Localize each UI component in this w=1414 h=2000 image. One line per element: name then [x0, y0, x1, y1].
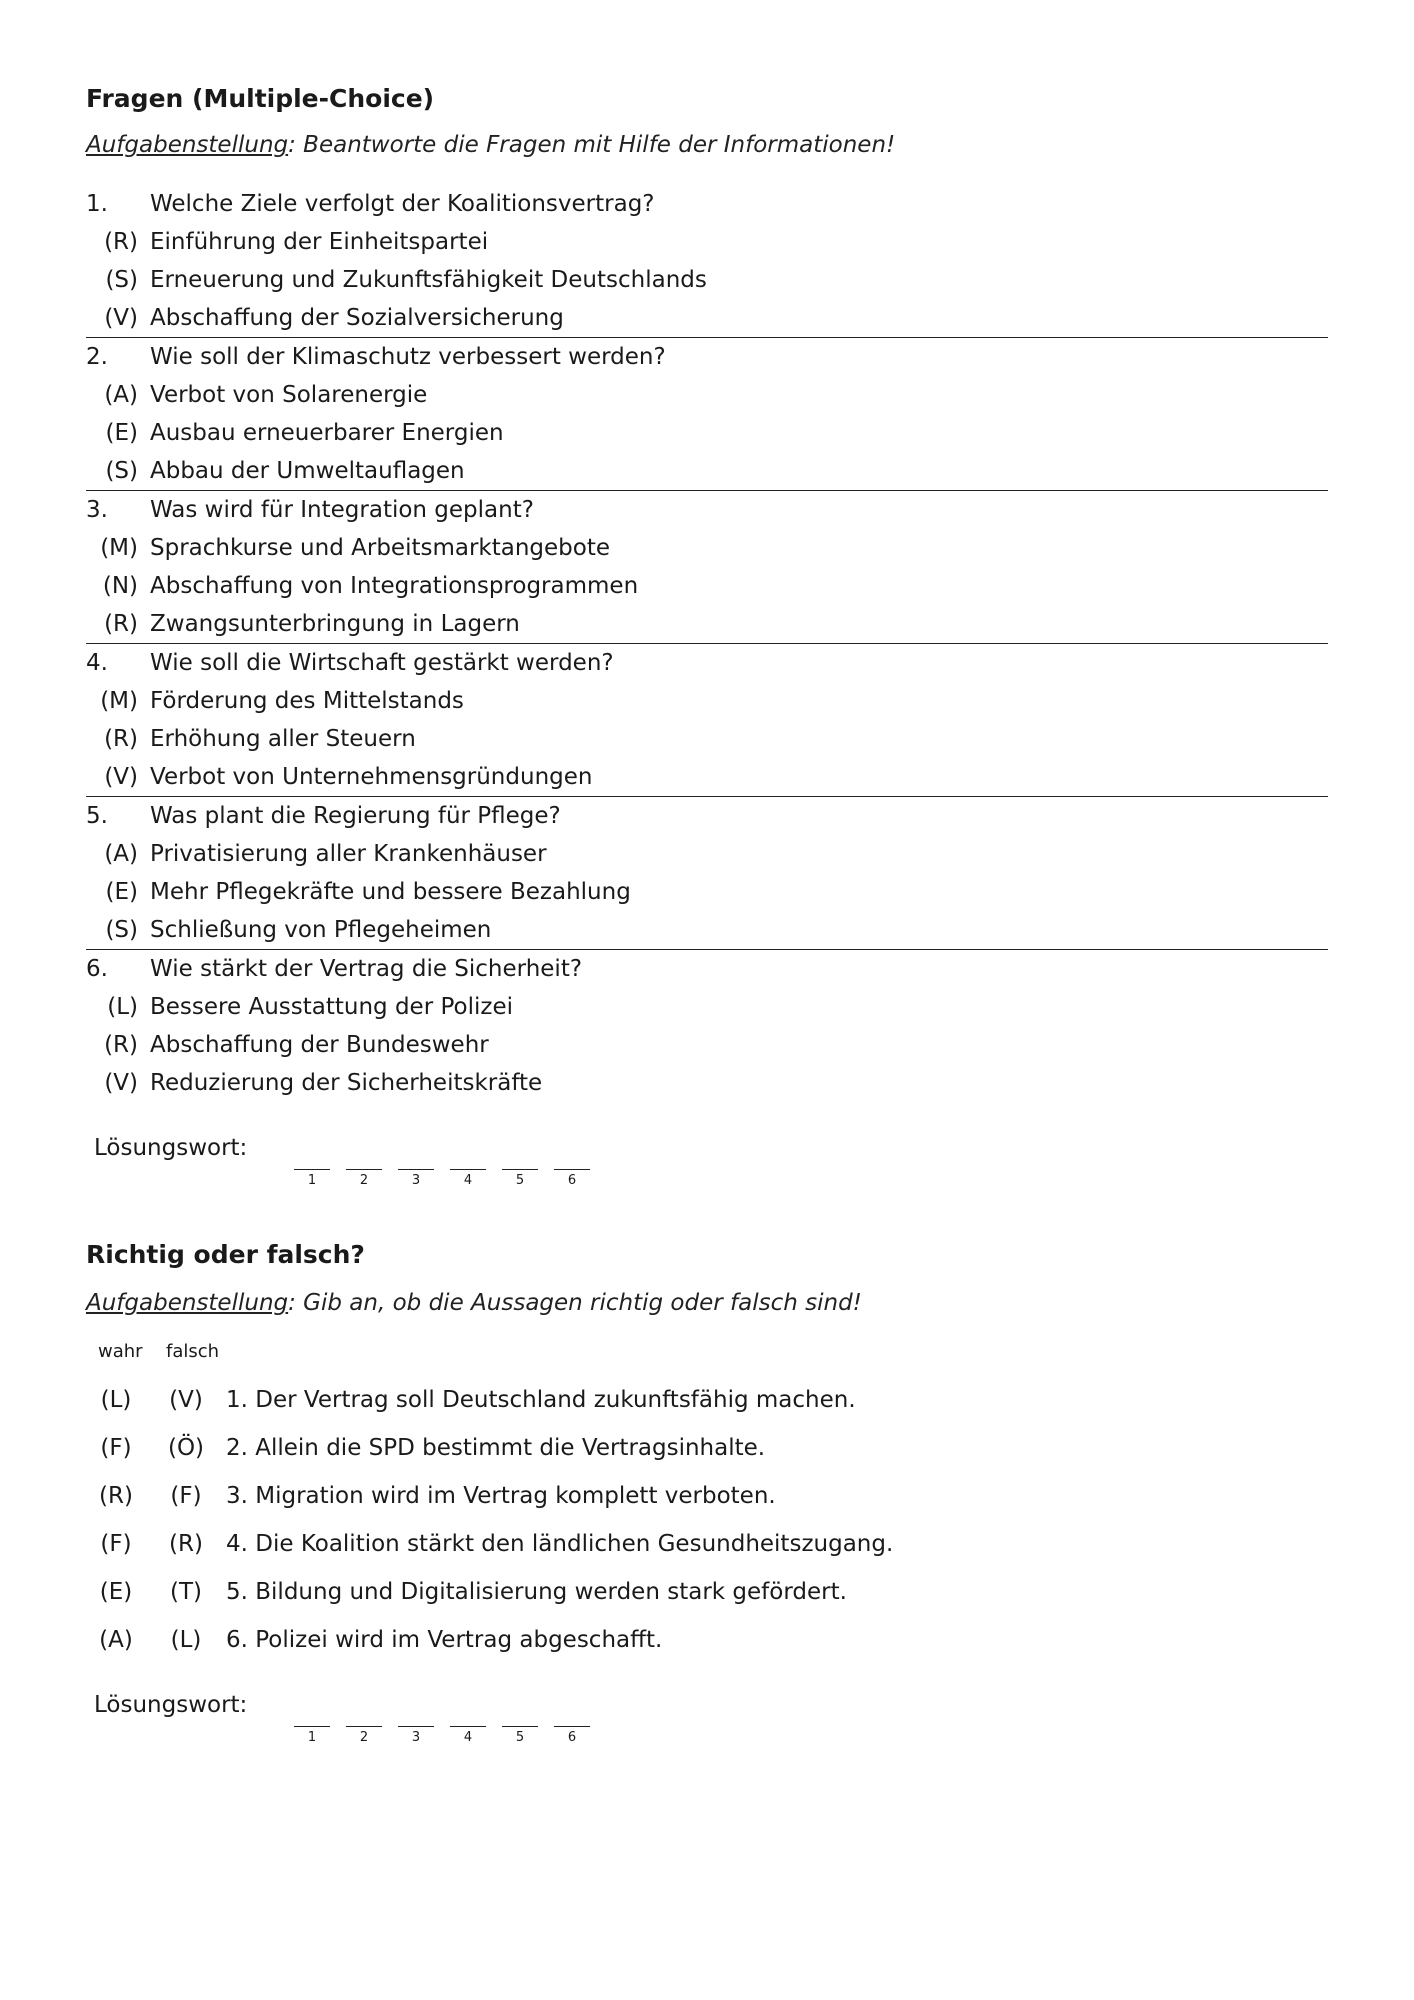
option-row: [86, 567, 1328, 605]
blank-number: 3: [411, 1730, 421, 1745]
tf-instruction-text: : Gib an, ob die Aussagen richtig oder falsch sind!: [288, 1290, 862, 1316]
question-text: Was wird für Integration geplant?: [150, 497, 534, 523]
true-option: (F): [100, 1435, 132, 1461]
question-block: [86, 797, 1328, 950]
solution-blank[interactable]: [502, 1145, 538, 1170]
option-letter: (E): [105, 420, 138, 446]
option-letter: (R): [104, 1032, 138, 1058]
statement-row: [86, 1524, 1186, 1564]
solution-blank[interactable]: [450, 1702, 486, 1727]
solution-blank[interactable]: [450, 1145, 486, 1170]
mc-instruction: [86, 132, 895, 158]
tf-section-title: Richtig oder falsch?: [86, 1240, 365, 1269]
option-text: Erhöhung aller Steuern: [150, 726, 416, 752]
mc-section-title: Fragen (Multiple-Choice): [86, 84, 435, 113]
option-letter: (L): [107, 994, 138, 1020]
question-text: Was plant die Regierung für Pflege?: [150, 803, 561, 829]
option-row: [86, 529, 1328, 567]
option-letter: (N): [102, 573, 138, 599]
statement-text: 6. Polizei wird im Vertrag abgeschafft.: [226, 1627, 663, 1653]
tf-instruction-label: Aufgabenstellung: [86, 1290, 289, 1316]
false-option: (Ö): [167, 1435, 205, 1461]
question-row: [86, 185, 1328, 223]
false-option: (F): [170, 1483, 202, 1509]
solution-blank[interactable]: [554, 1145, 590, 1170]
option-text: Privatisierung aller Krankenhäuser: [150, 841, 547, 867]
solution-blank[interactable]: [554, 1702, 590, 1727]
option-text: Abschaffung der Sozialversicherung: [150, 305, 564, 331]
question-text: Wie stärkt der Vertrag die Sicherheit?: [150, 956, 583, 982]
solution-blank[interactable]: [502, 1702, 538, 1727]
statement-text: 2. Allein die SPD bestimmt die Vertragsinhalte.: [226, 1435, 766, 1461]
true-option: (L): [100, 1387, 132, 1413]
blank-number: 4: [463, 1730, 473, 1745]
blank-number: 6: [567, 1730, 577, 1745]
option-text: Erneuerung und Zukunftsfähigkeit Deutschlands: [150, 267, 707, 293]
question-number: 3.: [86, 497, 108, 523]
question-text: Welche Ziele verfolgt der Koalitionsvertrag?: [150, 191, 655, 217]
option-letter: (A): [104, 841, 138, 867]
question-block: [86, 491, 1328, 644]
question-block: [86, 950, 1328, 1102]
question-text: Wie soll die Wirtschaft gestärkt werden?: [150, 650, 614, 676]
option-letter: (E): [105, 879, 138, 905]
mc-instruction-label: Aufgabenstellung: [86, 132, 289, 158]
question-number: 4.: [86, 650, 108, 676]
question-number: 5.: [86, 803, 108, 829]
question-number: 1.: [86, 191, 108, 217]
option-text: Einführung der Einheitspartei: [150, 229, 489, 255]
option-row: [86, 1026, 1328, 1064]
blank-number: 4: [463, 1173, 473, 1188]
solution-blank[interactable]: [398, 1702, 434, 1727]
statement-row: [86, 1380, 1186, 1420]
statement-row: [86, 1620, 1186, 1660]
option-row: [86, 452, 1328, 490]
false-option: (T): [170, 1579, 202, 1605]
true-option: (R): [99, 1483, 133, 1509]
option-row: [86, 835, 1328, 873]
question-number: 2.: [86, 344, 108, 370]
option-text: Sprachkurse und Arbeitsmarktangebote: [150, 535, 611, 561]
solution-blanks: [294, 1702, 614, 1745]
tf-instruction: [86, 1290, 862, 1316]
option-letter: (S): [105, 267, 138, 293]
option-text: Bessere Ausstattung der Polizei: [150, 994, 513, 1020]
blank-number: 6: [567, 1173, 577, 1188]
blank-number: 2: [359, 1173, 369, 1188]
statement-row: [86, 1428, 1186, 1468]
true-option: (E): [99, 1579, 133, 1605]
statement-row: [86, 1476, 1186, 1516]
blank-number: 5: [515, 1730, 525, 1745]
statement-text: 3. Migration wird im Vertrag komplett verboten.: [226, 1483, 776, 1509]
statement-text: 1. Der Vertrag soll Deutschland zukunftsfähig machen.: [226, 1387, 856, 1413]
false-option: (R): [169, 1531, 203, 1557]
option-letter: (V): [104, 764, 138, 790]
column-header-true: wahr: [98, 1341, 143, 1362]
solution-label: Lösungswort:: [94, 1135, 248, 1161]
solution-blank[interactable]: [398, 1145, 434, 1170]
question-number: 6.: [86, 956, 108, 982]
option-text: Abbau der Umweltauflagen: [150, 458, 465, 484]
option-row: [86, 605, 1328, 643]
option-row: [86, 988, 1328, 1026]
option-letter: (A): [104, 382, 138, 408]
tf-solution-word: [94, 1692, 577, 1745]
false-option: (L): [170, 1627, 202, 1653]
option-text: Verbot von Solarenergie: [150, 382, 428, 408]
blank-number: 1: [307, 1173, 317, 1188]
blank-number: 5: [515, 1173, 525, 1188]
question-block: [86, 185, 1328, 338]
statement-row: [86, 1572, 1186, 1612]
solution-blank[interactable]: [294, 1702, 330, 1727]
solution-blank[interactable]: [294, 1145, 330, 1170]
statement-text: 4. Die Koalition stärkt den ländlichen Gesundheitszugang.: [226, 1531, 894, 1557]
false-option: (V): [169, 1387, 203, 1413]
question-row: [86, 950, 1328, 988]
blank-number: 2: [359, 1730, 369, 1745]
option-letter: (R): [104, 229, 138, 255]
blank-number: 3: [411, 1173, 421, 1188]
option-letter: (M): [100, 688, 138, 714]
option-row: [86, 911, 1328, 949]
question-block: [86, 644, 1328, 797]
option-text: Abschaffung der Bundeswehr: [150, 1032, 489, 1058]
option-text: Reduzierung der Sicherheitskräfte: [150, 1070, 543, 1096]
column-header-false: falsch: [166, 1341, 220, 1362]
option-text: Abschaffung von Integrationsprogrammen: [150, 573, 639, 599]
option-row: [86, 223, 1328, 261]
question-row: [86, 644, 1328, 682]
option-row: [86, 261, 1328, 299]
option-row: [86, 758, 1328, 796]
true-option: (A): [99, 1627, 133, 1653]
statement-text: 5. Bildung und Digitalisierung werden stark gefördert.: [226, 1579, 847, 1605]
true-option: (F): [100, 1531, 132, 1557]
option-letter: (V): [104, 1070, 138, 1096]
option-text: Zwangsunterbringung in Lagern: [150, 611, 520, 637]
option-letter: (R): [104, 611, 138, 637]
option-letter: (R): [104, 726, 138, 752]
option-letter: (S): [105, 458, 138, 484]
question-block: [86, 338, 1328, 491]
option-text: Förderung des Mittelstands: [150, 688, 464, 714]
solution-blank[interactable]: [346, 1702, 382, 1727]
option-letter: (M): [100, 535, 138, 561]
option-row: [86, 414, 1328, 452]
solution-blanks: [294, 1145, 614, 1188]
solution-blank[interactable]: [346, 1145, 382, 1170]
mc-instruction-text: : Beantworte die Fragen mit Hilfe der Informationen!: [288, 132, 896, 158]
option-text: Ausbau erneuerbarer Energien: [150, 420, 504, 446]
blank-number: 1: [307, 1730, 317, 1745]
option-text: Mehr Pflegekräfte und bessere Bezahlung: [150, 879, 631, 905]
option-row: [86, 299, 1328, 337]
mc-question-list: [86, 185, 1328, 1102]
option-letter: (V): [104, 305, 138, 331]
option-row: [86, 376, 1328, 414]
option-text: Verbot von Unternehmensgründungen: [150, 764, 593, 790]
option-text: Schließung von Pflegeheimen: [150, 917, 492, 943]
question-row: [86, 491, 1328, 529]
option-row: [86, 873, 1328, 911]
option-row: [86, 1064, 1328, 1102]
question-text: Wie soll der Klimaschutz verbessert werden?: [150, 344, 666, 370]
question-row: [86, 797, 1328, 835]
option-row: [86, 682, 1328, 720]
question-row: [86, 338, 1328, 376]
option-letter: (S): [105, 917, 138, 943]
option-row: [86, 720, 1328, 758]
mc-solution-word: [94, 1135, 577, 1188]
solution-label: Lösungswort:: [94, 1692, 248, 1718]
